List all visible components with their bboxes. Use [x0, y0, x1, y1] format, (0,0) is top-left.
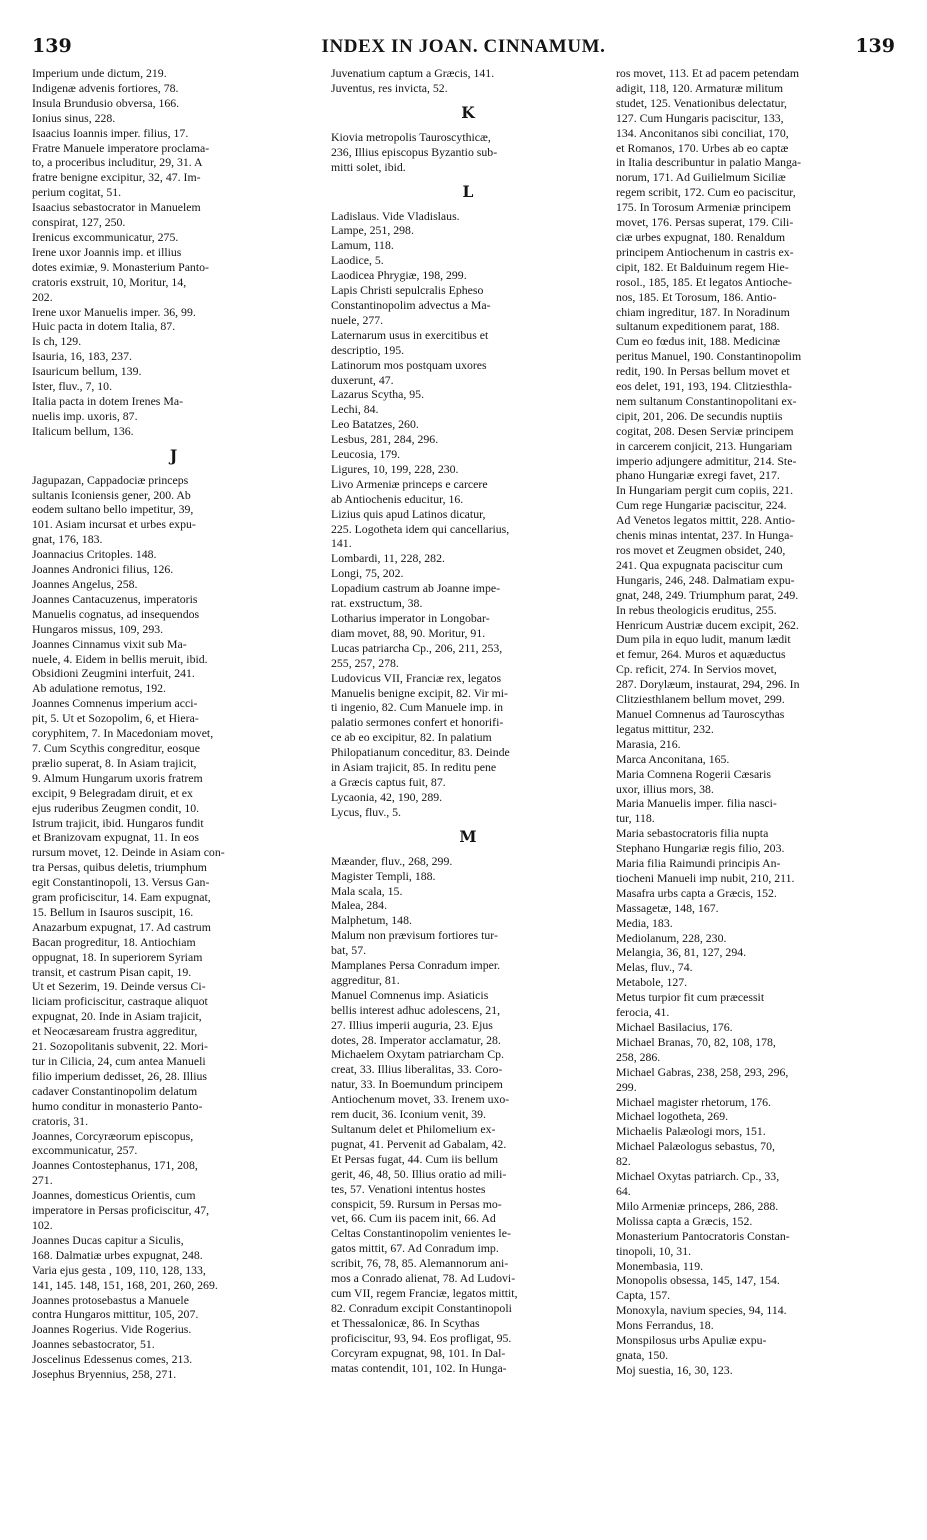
index-entry-line: rem ducit, 36. Iconium venit, 39. [331, 1107, 486, 1122]
index-entry-line: in Italia describuntur in palatio Manga- [616, 155, 802, 170]
index-entry-line: 168. Dalmatiæ urbes expugnat, 248. [32, 1247, 203, 1262]
index-entry-line: Leo Batatzes, 260. [331, 417, 419, 432]
index-entry-line: 258, 286. [616, 1049, 661, 1064]
index-entry-line: expugnat, 20. Inde in Asiam trajicit, [32, 1009, 202, 1024]
index-entry-line: Leucosia, 179. [331, 447, 401, 462]
index-entry-line: Laodicea Phrygiæ, 198, 299. [331, 268, 467, 283]
index-entry-line: Lapis Christi sepulcralis Epheso [331, 283, 484, 298]
index-entry-line: dotes, 28. Imperator acclamatur, 28. [331, 1032, 501, 1047]
index-entry-line: Joannes sebastocrator, 51. [32, 1337, 155, 1352]
index-entry-line: Lucas patriarcha Cp., 206, 211, 253, [331, 640, 503, 655]
index-entry-line: 15. Bellum in Isauros suscipit, 16. [32, 904, 194, 919]
index-entry-line: Lamum, 118. [331, 238, 394, 253]
index-entry-line: et Neocæsaream frustra aggreditur, [32, 1024, 198, 1039]
index-entry-line: Ladislaus. Vide Vladislaus. [331, 208, 460, 223]
index-entry-line: Manuel Comnenus ad Tauroscythas [616, 706, 785, 721]
index-entry-line: bat, 57. [331, 943, 367, 958]
index-entry-line: Lotharius imperator in Longobar- [331, 611, 490, 625]
index-entry-line: phano Hungariæ exregi favet, 217. [616, 468, 780, 483]
index-entry-line: 141, 145. 148, 151, 168, 201, 260, 269. [32, 1277, 218, 1292]
index-entry-line: Malum non prævisum fortiores tur- [331, 928, 498, 943]
index-entry-line: 9. Almum Hungarum uxoris fratrem [32, 770, 203, 785]
index-entry-line: adigit, 118, 120. Armaturæ militum [616, 80, 784, 95]
index-entry-line: dotes eximiæ, 9. Monasterium Panto- [32, 259, 209, 274]
index-entry-line: Monasterium Pantocratoris Constan- [616, 1228, 790, 1243]
index-entry-line: Melas, fluv., 74. [616, 960, 693, 975]
index-entry-line: Mæander, fluv., 268, 299. [331, 853, 453, 868]
index-entry-line: perium cogitat, 51. [32, 185, 122, 200]
index-entry-line: Istrum trajicit, ibid. Hungaros fundit [32, 815, 204, 830]
index-entry-line: cum VII, regem Franciæ, legatos mittit, [331, 1285, 518, 1300]
index-entry-line: Michael Branas, 70, 82, 108, 178, [616, 1034, 776, 1049]
index-entry-line: Cum eo fœdus init, 188. Medicinæ [616, 334, 781, 349]
index-entry-line: Lycus, fluv., 5. [331, 804, 402, 819]
index-entry-line: imperio adjungere admititur, 214. Ste- [616, 453, 797, 468]
index-entry-line: Longi, 75, 202. [331, 566, 404, 581]
index-entry-line: cogitat, 208. Desen Serviæ principem [616, 423, 794, 438]
index-entry-line: Lycaonia, 42, 190, 289. [331, 789, 443, 804]
index-entry-line: Isauria, 16, 183, 237. [32, 349, 132, 364]
index-entry-line: Malea, 284. [331, 898, 388, 913]
index-entry-line: Obsidioni Zeugmini interfuit, 241. [32, 666, 195, 681]
index-entry-line: Celtas Constantinopolim venientes le- [331, 1226, 511, 1241]
index-entry-line: Dum pila in equo ludit, manum lædit [616, 632, 791, 647]
index-entry-line: imperatore in Persas proficiscitur, 47, [32, 1203, 210, 1218]
index-entry-line: Michael Oxytas patriarch. Cp., 33, [616, 1169, 780, 1184]
index-entry-line: Latinorum mos postquam uxores [331, 357, 487, 372]
index-entry-line: natur, 33. In Boemundum principem [331, 1077, 503, 1092]
index-entry-line: cipit, 201, 206. De secundis nuptiis [616, 408, 783, 423]
index-column-2 [331, 66, 605, 1375]
index-entry-line: Italicum bellum, 136. [32, 423, 134, 438]
index-entry-line: Stephano Hungariæ regis filio, 203. [616, 841, 785, 856]
index-entry-line: Joannes Rogerius. Vide Rogerius. [32, 1322, 192, 1337]
index-entry-line: Varia ejus gesta , 109, 110, 128, 133, [32, 1262, 206, 1277]
index-entry-line: Massagetæ, 148, 167. [616, 900, 719, 915]
index-entry-line: In Hungariam pergit cum copiis, 221. [616, 483, 794, 498]
index-entry-line: Molissa capta a Græcis, 152. [616, 1213, 753, 1228]
index-entry-line: Maria Comnena Rogerii Cæsaris [616, 766, 771, 781]
index-entry-line: pugnat, 41. Pervenit ad Gabalam, 42. [331, 1136, 507, 1151]
index-entry-line: regem scribit, 172. Cum eo paciscitur, [616, 185, 796, 200]
index-entry-line: Lazarus Scytha, 95. [331, 387, 425, 402]
index-entry-line: Michaelis Palæologi mors, 151. [616, 1124, 766, 1139]
index-entry-line: Michael logotheta, 269. [616, 1109, 729, 1124]
index-entry-line: Metabole, 127. [616, 975, 688, 990]
index-entry-line: Masafra urbs capta a Græcis, 152. [616, 885, 777, 900]
index-entry-line: Jagupazan, Cappadociæ princeps [32, 472, 189, 487]
index-entry-line: a Græcis captus fuit, 87. [331, 774, 446, 789]
index-entry-line: 141. [331, 536, 352, 551]
index-entry-line: Ligures, 10, 199, 228, 230. [331, 461, 459, 476]
index-entry-line: 102. [32, 1217, 53, 1232]
index-entry-line: Et Persas fugat, 44. Cum iis bellum [331, 1151, 499, 1166]
index-entry-line: prælio superat, 8. In Asiam trajicit, [32, 755, 197, 770]
index-entry-line: tur, 118. [616, 811, 655, 826]
index-entry-line: ros movet et Zeugmen obsidet, 240, [616, 543, 786, 557]
index-entry-line: Anazarbum expugnat, 17. Ad castrum [32, 919, 211, 934]
index-entry-line: diam movet, 88, 90. Moritur, 91. [331, 625, 486, 640]
index-entry-line: 82. Conradum excipit Constantinopoli [331, 1300, 512, 1315]
section-letter: L [462, 181, 474, 201]
index-entry-line: 287. Dorylæum, instaurat, 294, 296. In [616, 677, 800, 692]
index-entry-line: gerit, 46, 48, 50. Illius oratio ad mili- [331, 1166, 507, 1181]
running-header [30, 34, 897, 60]
index-entry-line: Monspilosus urbs Apuliæ expu- [616, 1333, 767, 1348]
index-entry-line: mos a Conrado alienat, 78. Ad Ludovi- [331, 1271, 516, 1286]
index-entry-line: Imperium unde dictum, 219. [32, 66, 167, 80]
index-entry-line: Magister Templi, 188. [331, 868, 436, 883]
index-entry-line: tur in Cilicia, 24, cum antea Manueli [32, 1054, 206, 1068]
index-entry-line: Lampe, 251, 298. [331, 223, 414, 238]
index-entry-line: filio imperium dedisset, 26, 28. Illius [32, 1068, 207, 1083]
index-entry-line: fratre benigne excipitur, 32, 47. Im- [32, 170, 201, 185]
index-entry-line: 134. Anconitanos sibi conciliat, 170, [616, 125, 789, 140]
index-entry-line: Corcyram expugnat, 98, 101. In Dal- [331, 1345, 506, 1360]
index-entry-line: Maria Manuelis imper. filia nasci- [616, 796, 777, 811]
index-entry-line: Isaacius sebastocrator in Manuelem [32, 200, 201, 215]
index-entry-line: et Thessalonicæ, 86. In Scythas [331, 1315, 480, 1330]
index-entry-line: Ister, fluv., 7, 10. [32, 379, 113, 394]
section-letter: K [461, 102, 475, 122]
index-entry-line: creat, 33. Illius liberalitas, 33. Coro- [331, 1062, 503, 1077]
index-entry-line: 241. Qua expugnata paciscitur cum [616, 557, 783, 572]
index-entry-line: ros movet, 113. Et ad pacem petendam [616, 66, 800, 80]
index-entry-line: et Romanos, 170. Urbes ab eo captæ [616, 140, 789, 155]
index-entry-line: Lombardi, 11, 228, 282. [331, 551, 445, 566]
index-entry-line: cipit, 182. Et Balduinum regem Hie- [616, 259, 789, 274]
index-column-3 [616, 66, 898, 1378]
index-entry-line: redit, 190. In Persas bellum movet et [616, 364, 790, 379]
index-entry-line: Juventus, res invicta, 52. [331, 80, 448, 95]
index-entry-line: nuelis imp. uxoris, 87. [32, 408, 138, 423]
index-entry-line: Joscelinus Edessenus comes, 213. [32, 1352, 193, 1367]
index-entry-line: Indigenæ advenis fortiores, 78. [32, 80, 179, 95]
index-entry-line: Italia pacta in dotem Irenes Ma- [32, 393, 183, 408]
index-entry-line: Moj suestia, 16, 30, 123. [616, 1362, 733, 1377]
index-entry-line: 127. Cum Hungaris paciscitur, 133, [616, 110, 784, 125]
index-entry-line: Sultanum delet et Philomelium ex- [331, 1122, 496, 1136]
index-entry-line: gram proficiscitur, 14. Eam expugnat, [32, 890, 211, 905]
index-entry-line: Joannes Angelus, 258. [32, 577, 138, 591]
index-entry-line: Melangia, 36, 81, 127, 294. [616, 945, 747, 960]
index-entry-line: oppugnat, 18. In superiorem Syriam [32, 949, 203, 964]
index-entry-line: duxerunt, 47. [331, 372, 394, 387]
index-entry-line: Joannes Ducas capitur a Siculis, [32, 1232, 184, 1247]
page-number-right: 139 [855, 35, 895, 57]
index-entry-line: eos delet, 191, 193, 194. Clitziesthla- [616, 379, 792, 394]
index-entry-line: Manuelis cognatus, ad insequendos [32, 606, 200, 621]
index-entry-line: 7. Cum Scythis congreditur, eosque [32, 740, 200, 755]
index-entry-line: in carcerem conjicit, 213. Hungariam [616, 438, 793, 453]
index-entry-line: et femur, 264. Muros et aquæductus [616, 647, 786, 662]
index-entry-line: ab Antiochenis educitur, 16. [331, 491, 464, 506]
index-entry-line: sultanis Iconiensis gener, 200. Ab [32, 487, 191, 502]
index-entry-line: Monembasia, 119. [616, 1258, 704, 1273]
index-entry-line: eodem sultano bello impetitur, 39, [32, 502, 194, 517]
index-entry-line: chenis minas intentat, 237. In Hunga- [616, 528, 794, 543]
index-entry-line: Ut et Sezerim, 19. Deinde versus Ci- [32, 979, 206, 994]
index-entry-line: Joannes Cantacuzenus, imperatoris [32, 591, 198, 606]
index-entry-line: Joannes, domesticus Orientis, cum [32, 1188, 196, 1203]
index-entry-line: Insula Brundusio obversa, 166. [32, 95, 180, 110]
index-entry-line: Joannes Contostephanus, 171, 208, [32, 1158, 198, 1173]
index-entry-line: tes, 57. Venationi intentus hostes [331, 1181, 486, 1196]
index-entry-line: Hungaros missus, 109, 293. [32, 621, 164, 636]
index-entry-line: ce ab eo excipitur, 82. In palatium [331, 730, 492, 745]
index-entry-line: Ludovicus VII, Franciæ rex, legatos [331, 670, 502, 685]
index-entry-line: pit, 5. Ut et Sozopolim, 6, et Hiera- [32, 711, 199, 726]
index-entry-line: ejus ruderibus Zeugmen condit, 10. [32, 800, 200, 815]
index-entry-line: Laodice, 5. [331, 253, 384, 268]
index-entry-line: 175. In Torosum Armeniæ principem [616, 200, 791, 215]
index-entry-line: proficiscitur, 93, 94. Eos profligat, 95. [331, 1330, 512, 1345]
index-entry-line: Ab adulatione remotus, 192. [32, 681, 166, 696]
index-entry-line: Media, 183. [616, 915, 673, 930]
index-entry-line: 21. Sozopolitanis subvenit, 22. Mori- [32, 1039, 208, 1054]
index-entry-line: to, a proceribus includitur, 29, 31. A [32, 155, 203, 170]
index-entry-line: nos, 185. Et Torosum, 186. Antio- [616, 289, 777, 304]
index-entry-line: Michael Palæologus sebastus, 70, [616, 1139, 775, 1154]
index-entry-line: Michaelem Oxytam patriarcham Cp. [331, 1047, 504, 1062]
index-entry-line: 271. [32, 1173, 53, 1188]
index-entry-line: Bacan progreditur, 18. Antiochiam [32, 934, 196, 949]
index-entry-line: descriptio, 195. [331, 342, 405, 357]
index-entry-line: Michael Basilacius, 176. [616, 1020, 733, 1034]
index-entry-line: cadaver Constantinopolim delatum [32, 1083, 198, 1098]
index-entry-line: Constantinopolim advectus a Ma- [331, 297, 491, 312]
index-entry-line: excipit, 9 Belegradam diruit, et ex [32, 785, 193, 800]
index-entry-line: rat. exstructum, 38. [331, 596, 423, 611]
index-entry-line: Marca Anconitana, 165. [616, 751, 730, 766]
index-entry-line: sultanum expeditionem parat, 188. [616, 319, 780, 334]
index-entry-line: scribit, 76, 78, 85. Alemannorum ani- [331, 1256, 509, 1271]
index-entry-line: Clitziesthlanem bellum movet, 299. [616, 692, 785, 707]
index-entry-line: Irenicus excommunicatur, 275. [32, 229, 179, 244]
index-entry-line: chiam ingreditur, 187. In Noradinum [616, 304, 790, 319]
index-entry-line: et Branizovam expugnat, 11. In eos [32, 830, 199, 845]
index-entry-line: ferocia, 41. [616, 1005, 670, 1020]
index-column-1 [32, 66, 315, 1382]
index-entry-line: Malphetum, 148. [331, 913, 412, 928]
index-entry-line: aggreditur, 81. [331, 972, 400, 987]
index-entry-line: legatus mittitur, 232. [616, 721, 714, 736]
index-entry-line: studet, 125. Venationibus delectatur, [616, 95, 787, 110]
index-entry-line: Monoxyla, navium species, 94, 114. [616, 1303, 787, 1318]
section-letter: M [459, 826, 477, 846]
index-entry-line: matas contendit, 101, 102. In Hunga- [331, 1360, 507, 1375]
index-entry-line: 64. [616, 1183, 631, 1198]
index-entry-line: tra Persas, quibus deletis, triumphum [32, 860, 207, 875]
index-entry-line: gnat, 176, 183. [32, 532, 103, 547]
index-entry-line: Joannes Cinnamus vixit sub Ma- [32, 636, 187, 651]
index-entry-line: rursum movet, 12. Deinde in Asiam con- [32, 845, 225, 860]
index-entry-line: Henricum Austriæ ducem excipit, 262. [616, 617, 799, 632]
index-entry-line: Is ch, 129. [32, 334, 82, 349]
index-entry-line: ti ingenio, 82. Cum Manuele imp. in [331, 700, 504, 715]
index-entry-line: uxor, illius mors, 38. [616, 781, 714, 796]
index-entry-line: vet, 66. Cum iis pacem init, 66. Ad [331, 1211, 496, 1226]
index-entry-line: Mons Ferrandus, 18. [616, 1318, 714, 1333]
index-entry-line: norum, 171. Ad Guilielmum Siciliæ [616, 170, 786, 185]
index-entry-line: liciam proficiscitur, castraque aliquot [32, 994, 208, 1009]
index-entry-line: Livo Armeniæ princeps e carcere [331, 476, 488, 491]
index-entry-line: ciæ urbes expugnat, 180. Renaldum [616, 229, 786, 244]
index-entry-line: 82. [616, 1154, 631, 1169]
index-entry-line: gnat, 248, 249. Triumphum parat, 249. [616, 587, 799, 602]
index-entry-line: Joannes Andronici filius, 126. [32, 562, 174, 577]
index-entry-line: movet, 176. Persas superat, 179. Cili- [616, 215, 794, 230]
index-entry-line: bellis interest adhuc adolescens, 21, [331, 1002, 501, 1017]
index-entry-line: Laternarum usus in exercitibus et [331, 327, 489, 342]
index-entry-line: mitti solet, ibid. [331, 159, 406, 174]
index-entry-line: Josephus Bryennius, 258, 271. [32, 1367, 177, 1382]
index-entry-line: Irene uxor Joannis imp. et illius [32, 244, 182, 259]
index-entry-line: Metus turpior fit cum præcessit [616, 990, 765, 1005]
index-entry-line: Cum rege Hungariæ paciscitur, 224. [616, 498, 787, 513]
index-entry-line: conspicit, 59. Rursum in Persas mo- [331, 1196, 502, 1211]
index-entry-line: Isaacius Ioannis imper. filius, 17. [32, 125, 189, 140]
index-entry-line: principem Antiochenum in castris ex- [616, 244, 794, 259]
index-entry-line: excommunicatur, 257. [32, 1143, 138, 1158]
index-entry-line: Maria filia Raimundi principis An- [616, 856, 781, 871]
index-entry-line: humo conditur in monasterio Panto- [32, 1098, 203, 1113]
index-entry-line: Michael magister rhetorum, 176. [616, 1094, 771, 1109]
index-entry-line: Fratre Manuele imperatore proclama- [32, 140, 210, 155]
index-entry-line: Milo Armeniæ princeps, 286, 288. [616, 1198, 779, 1213]
index-entry-line: Antiochenum movet, 33. Irenem uxo- [331, 1092, 510, 1107]
index-entry-line: Ionius sinus, 228. [32, 110, 116, 125]
index-entry-line: Lechi, 84. [331, 402, 379, 417]
index-entry-line: Juvenatium captum a Græcis, 141. [331, 66, 495, 80]
index-entry-line: nuele, 277. [331, 312, 384, 327]
index-entry-line: 299. [616, 1079, 637, 1094]
index-entry-line: Michael Gabras, 238, 258, 293, 296, [616, 1064, 789, 1079]
index-entry-line: Mediolanum, 228, 230. [616, 930, 727, 945]
index-entry-line: tiocheni Manueli imp nubit, 210, 211. [616, 870, 795, 885]
index-entry-line: 101. Asiam incursat et urbes expu- [32, 517, 196, 532]
index-entry-line: Mamplanes Persa Conradum imper. [331, 958, 501, 973]
index-entry-line: peritus Manuel, 190. Constantinopolim [616, 349, 802, 364]
section-letter: J [169, 445, 178, 465]
index-entry-line: Cp. reficit, 274. In Servios movet, [616, 662, 777, 677]
index-entry-line: 225. Logotheta idem qui cancellarius, [331, 521, 510, 536]
index-entry-line: Isauricum bellum, 139. [32, 364, 142, 379]
index-entry-line: cratoris exstruit, 10, Moritur, 14, [32, 274, 187, 289]
index-entry-line: Manuel Comnenus imp. Asiaticis [331, 987, 489, 1002]
index-entry-line: Marasia, 216. [616, 736, 681, 751]
index-entry-line: Joannacius Critoples. 148. [32, 547, 157, 562]
index-entry-line: rosol., 185, 185. Et legatos Antioche- [616, 274, 792, 289]
index-entry-line: Philopatianum conceditur, 83. Deinde [331, 745, 510, 760]
index-entry-line: Ad Venetos legatos mittit, 228. Antio- [616, 513, 796, 528]
index-entry-line: Capta, 157. [616, 1288, 671, 1303]
index-entry-line: coryphitem, 7. In Macedoniam movet, [32, 726, 214, 741]
index-entry-line: contra Hungaros mittitur, 105, 207. [32, 1307, 199, 1322]
index-entry-line: 202. [32, 289, 53, 304]
index-entry-line: Irene uxor Manuelis imper. 36, 99. [32, 304, 196, 319]
index-entry-line: cratoris, 31. [32, 1113, 89, 1128]
index-entry-line: Maria sebastocratoris filia nupta [616, 826, 769, 841]
index-entry-line: Joannes Comnenus imperium acci- [32, 696, 198, 711]
index-entry-line: nuele, 4. Eidem in bellis meruit, ibid. [32, 651, 208, 666]
index-entry-line: 236, Illius episcopus Byzantio sub- [331, 144, 498, 159]
index-entry-line: gnata, 150. [616, 1347, 669, 1362]
index-entry-line: In rebus theologicis eruditus, 255. [616, 602, 777, 617]
index-entry-line: Kiovia metropolis Tauroscythicæ, [331, 129, 491, 144]
index-entry-line: Manuelis benigne excipit, 82. Vir mi- [331, 685, 508, 700]
page-number-left: 139 [32, 35, 72, 57]
index-entry-line: Mala scala, 15. [331, 883, 403, 898]
index-entry-line: conspirat, 127, 250. [32, 215, 126, 230]
index-entry-line: 27. Illius imperii auguria, 23. Ejus [331, 1017, 493, 1032]
index-entry-line: Joannes protosebastus a Manuele [32, 1292, 189, 1307]
index-entry-line: transit, et castrum Pisan capit, 19. [32, 964, 192, 979]
index-entry-line: Joannes, Corcyræorum episcopus, [32, 1128, 194, 1143]
index-entry-line: palatio sermones confert et honorifi- [331, 715, 504, 730]
index-entry-line: gatos mittit, 67. Ad Conradum imp. [331, 1241, 499, 1256]
index-entry-line: tinopoli, 10, 31. [616, 1243, 692, 1258]
index-entry-line: Huic pacta in dotem Italia, 87. [32, 319, 176, 334]
index-entry-line: Lopadium castrum ab Joanne impe- [331, 581, 501, 596]
index-entry-line: Lesbus, 281, 284, 296. [331, 432, 439, 447]
index-entry-line: Monopolis obsessa, 145, 147, 154. [616, 1273, 780, 1288]
index-entry-line: Hungaris, 246, 248. Dalmatiam expu- [616, 572, 795, 587]
index-entry-line: nem sultanum Constantinopolitani ex- [616, 393, 797, 408]
index-entry-line: egit Constantinopoli, 13. Versus Gan- [32, 875, 210, 890]
running-title: INDEX IN JOAN. CINNAMUM. [321, 36, 606, 57]
index-entry-line: 255, 257, 278. [331, 655, 399, 670]
index-entry-line: Lizius quis apud Latinos dicatur, [331, 506, 486, 521]
index-entry-line: in Asiam trajicit, 85. In reditu pene [331, 760, 497, 775]
